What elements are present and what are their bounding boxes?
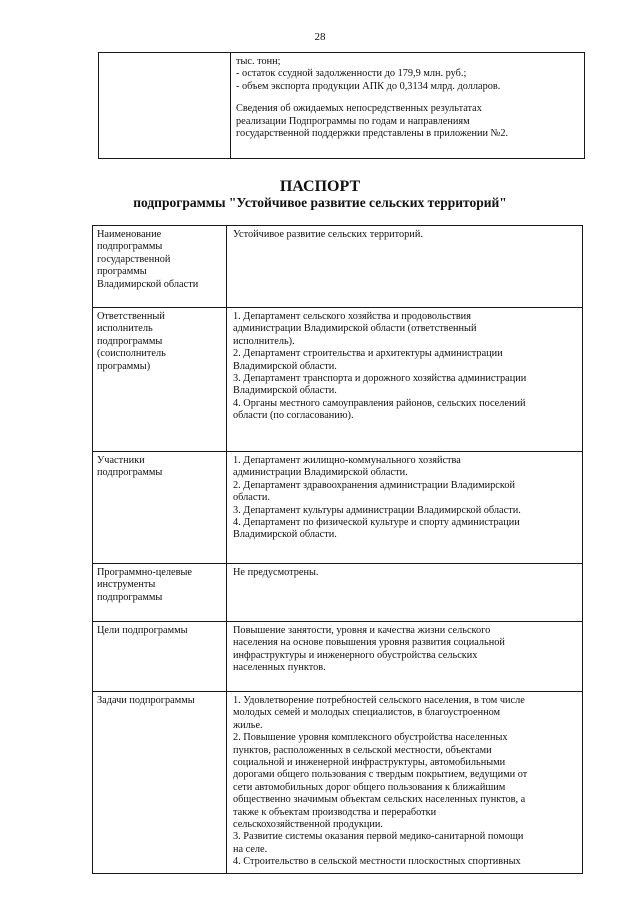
row-label-cell (93, 564, 227, 622)
passport-table (92, 225, 583, 874)
row-label-line: Владимирской области (97, 278, 199, 290)
row-content-line: 1. Департамент сельского хозяйства и продовольствия (233, 311, 471, 322)
row-label-line: подпрограммы (97, 467, 163, 479)
row-label-line: Задачи подпрограммы (97, 695, 195, 706)
page-number: 28 (314, 31, 326, 43)
row-content-line: 1. Удовлетворение потребностей сельского населения, в том числе (233, 695, 525, 706)
row-content-line: 2. Повышение уровня комплексного обустройства населенных (233, 732, 508, 744)
document-subtitle: подпрограммы "Устойчивое развитие сельских территорий" (133, 195, 507, 210)
row-content-cell (227, 622, 583, 692)
text-line: тыс. тонн; (236, 56, 281, 67)
row-content-line: 3. Департамент культуры администрации Владимирской области. (233, 504, 521, 516)
row-content-line: сельскохозяйственной продукции. (233, 819, 383, 831)
row-content-line: администрации Владимирской области. (233, 467, 408, 479)
passport-row (93, 226, 583, 308)
row-content-line: пунктов, расположенных в сельской местности, объектами (233, 744, 492, 756)
row-content-line: 2. Департамент строительства и архитектуры администрации (233, 348, 503, 360)
row-content-line: 1. Департамент жилищно-коммунального хозяйства (233, 455, 461, 466)
row-content-line: сети автомобильных дорог общего пользования к ближайшим (233, 781, 506, 793)
row-content-cell (227, 452, 583, 564)
row-content-line: населенных пунктов. (233, 662, 326, 674)
row-content-line: на селе. (233, 843, 268, 855)
row-content-line: Повышение занятости, уровня и качества жизни сельского (233, 625, 491, 636)
row-content-cell (227, 308, 583, 452)
row-content-line: Не предусмотрены. (233, 567, 319, 578)
row-content-line: Владимирской области. (233, 360, 337, 372)
row-content-line: дорогами общего пользования с твердым покрытием, ведущими от (233, 769, 528, 781)
row-label-line: Наименование (97, 229, 162, 240)
row-label-cell (93, 308, 227, 452)
row-label-line: (соисполнитель (97, 348, 166, 360)
note-line: государственной поддержки представлены в приложении №2. (236, 128, 509, 140)
passport-row (93, 564, 583, 622)
row-label-cell (93, 622, 227, 692)
row-content-line: Владимирской области. (233, 529, 337, 541)
row-label-line: Ответственный (97, 311, 165, 322)
row-label-line: исполнитель (97, 323, 153, 335)
row-label-line: Участники (97, 455, 145, 466)
row-content-line: социальной и инженерной инфраструктуры, автомобильными (233, 757, 506, 769)
continuation-row (99, 53, 585, 159)
row-content-line: исполнитель). (233, 335, 295, 347)
note-line: реализации Подпрограммы по годам и направлениям (236, 115, 470, 127)
row-label-line: подпрограммы (97, 241, 163, 253)
row-content-line: общественно значимым объектам сельских населенных пунктов, а (233, 794, 526, 806)
document-title: ПАСПОРТ (279, 178, 361, 195)
passport-row (93, 452, 583, 564)
row-content-line: также к объектам производства и переработки (233, 806, 437, 818)
row-content-cell (227, 226, 583, 308)
continuation-content-cell (231, 53, 585, 159)
continuation-label-cell (99, 53, 231, 159)
row-label-line: Цели подпрограммы (97, 625, 188, 636)
row-content-line: Устойчивое развитие сельских территорий. (233, 229, 423, 240)
row-content-line: области. (233, 492, 270, 504)
row-label-line: программы) (97, 360, 151, 372)
row-content-line: области (по согласованию). (233, 410, 354, 422)
row-content-cell (227, 692, 583, 874)
passport-row (93, 622, 583, 692)
row-content-line: 3. Департамент транспорта и дорожного хозяйства администрации (233, 373, 527, 385)
row-label-line: программы (97, 266, 147, 278)
row-label-line: инструменты (97, 579, 156, 591)
row-label-line: Программно-целевые (97, 567, 192, 578)
row-label-cell (93, 226, 227, 308)
row-content-line: администрации Владимирской области (ответственный (233, 323, 477, 335)
row-content-line: 3. Развитие системы оказания первой медико-санитарной помощи (233, 831, 524, 843)
row-content-line: 4. Органы местного самоуправления районов, сельских поселений (233, 397, 526, 409)
row-content-line: населения на основе повышения уровня развития социальной (233, 637, 505, 649)
row-content-line: инфраструктуры и инженерного обустройства сельских (233, 649, 478, 661)
row-label-line: государственной (97, 253, 171, 265)
row-label-cell (93, 452, 227, 564)
passport-row (93, 308, 583, 452)
note-line: Сведения об ожидаемых непосредственных результатах (236, 103, 482, 115)
row-content-line: молодых семей и молодых специалистов, в благоустроенном (233, 707, 501, 719)
row-content-line: жилье. (233, 719, 263, 731)
text-line: - остаток ссудной задолженности до 179,9 млн. руб.; (236, 68, 467, 80)
row-content-line: Владимирской области. (233, 385, 337, 397)
row-content-cell (227, 564, 583, 622)
text-line: - объем экспорта продукции АПК до 0,3134 млрд. долларов. (236, 80, 501, 92)
row-content-line: 2. Департамент здравоохранения администрации Владимирской (233, 479, 516, 491)
passport-row (93, 692, 583, 874)
row-label-cell (93, 692, 227, 874)
row-label-line: подпрограммы (97, 335, 163, 347)
row-content-line: 4. Департамент по физической культуре и спорту администрации (233, 517, 520, 529)
continuation-table (98, 52, 585, 159)
row-content-line: 4. Строительство в сельской местности плоскостных спортивных (233, 856, 521, 868)
row-label-line: подпрограммы (97, 591, 163, 603)
